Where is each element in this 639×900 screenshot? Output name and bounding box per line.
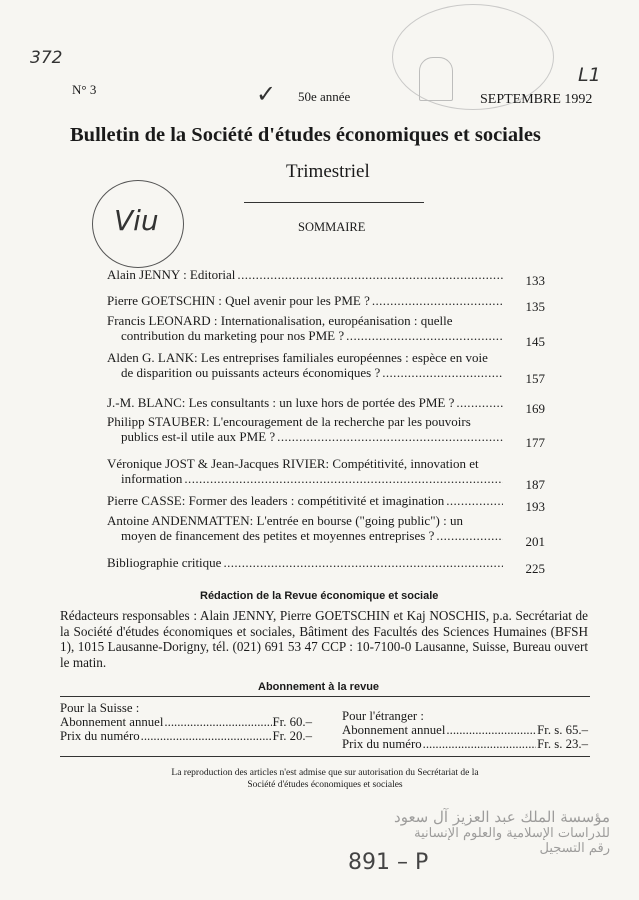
- toc-entry-line: [107, 429, 503, 444]
- arabic-registration-stamp: [270, 808, 610, 892]
- suisse-label: Pour la Suisse :: [60, 701, 140, 715]
- toc-page-number: 193: [525, 499, 545, 514]
- checkmark: ✓: [256, 80, 277, 108]
- toc-page-number: 145: [525, 334, 545, 349]
- toc-entry-text: Bibliographie critique: [107, 555, 222, 570]
- toc-page-number: 187: [525, 477, 545, 492]
- redaction-heading: Rédaction de la Revue économique et sociale: [200, 590, 439, 602]
- toc-entry-line: [107, 328, 503, 343]
- etranger-annuel-label: Abonnement annuel: [342, 723, 446, 737]
- reproduction-note-line1: La reproduction des articles n'est admise que sur autorisation du Secrétariat de la: [171, 768, 479, 778]
- stamp-emblem: [419, 57, 453, 101]
- leader-dots: [382, 365, 503, 380]
- leader-dots: [223, 555, 503, 570]
- toc-entry: [107, 493, 545, 514]
- handwritten-number: 372: [30, 48, 63, 68]
- toc-page-number: 133: [525, 273, 545, 288]
- page-title: Bulletin de la Société d'études économiques et sociales: [70, 124, 541, 146]
- toc-entry-line: [107, 313, 503, 328]
- toc-entry-text: J.-M. BLANC: Les consultants : un luxe hors de portée des PME ?: [107, 395, 455, 410]
- stamp-line1: مؤسسة الملك عبد العزيز آل سعود: [394, 808, 610, 826]
- toc-entry-line: [107, 365, 503, 380]
- toc-entry-text: Pierre CASSE: Former des leaders : compétitivité et imagination: [107, 493, 445, 508]
- toc-entry-text: Pierre GOETSCHIN : Quel avenir pour les PME ?: [107, 293, 370, 308]
- sommaire-heading: SOMMAIRE: [298, 220, 366, 234]
- etranger-annuel-price: Fr. s. 65.–: [537, 723, 588, 737]
- toc-entry: [107, 313, 545, 349]
- leader-dots: [346, 328, 503, 343]
- toc-entry-line: [107, 267, 503, 282]
- toc-entry-text: Francis LEONARD : Internationalisation, européanisation : quelle: [107, 313, 453, 328]
- title-divider: [244, 202, 424, 203]
- reproduction-note: [60, 767, 590, 791]
- leader-dots: [456, 395, 503, 410]
- leader-dots: [436, 528, 503, 543]
- suisse-annuel-label: Abonnement annuel: [60, 715, 164, 729]
- toc-entry-text: information: [121, 471, 183, 486]
- etranger-numero-label: Prix du numéro: [342, 737, 422, 751]
- toc-entry: [107, 456, 545, 492]
- toc-entry-line: [107, 528, 503, 543]
- toc-page-number: 157: [525, 371, 545, 386]
- toc-page-number: 135: [525, 299, 545, 314]
- leader-dots: [446, 723, 536, 737]
- toc-page-number: 169: [525, 401, 545, 416]
- toc-entry-text: Antoine ANDENMATTEN: L'entrée en bourse ("going public") : un: [107, 513, 463, 528]
- etranger-numero-price: Fr. s. 23.–: [537, 737, 588, 751]
- toc-entry: [107, 267, 545, 288]
- toc-entry-line: [107, 471, 503, 486]
- toc-entry-line: [107, 493, 503, 508]
- abonnement-top-rule: [60, 696, 590, 697]
- toc-entry: [107, 293, 545, 314]
- toc-entry-text: Alain JENNY : Editorial: [107, 267, 236, 282]
- toc-entry-text: moyen de financement des petites et moyennes entreprises ?: [121, 528, 435, 543]
- leader-dots: [141, 729, 272, 743]
- leader-dots: [184, 471, 503, 486]
- toc-entry-text: Véronique JOST & Jean-Jacques RIVIER: Compétitivité, innovation et: [107, 456, 479, 471]
- leader-dots: [446, 493, 503, 508]
- toc-entry-line: [107, 293, 503, 308]
- abonnement-heading: Abonnement à la revue: [258, 681, 380, 693]
- etranger-label: Pour l'étranger :: [342, 709, 424, 723]
- toc-entry: [107, 395, 545, 416]
- suisse-annuel-price: Fr. 60.–: [272, 715, 312, 729]
- leader-dots: [372, 293, 503, 308]
- toc-entry-line: [107, 350, 503, 365]
- toc-entry: [107, 555, 545, 576]
- toc-entry-line: [107, 395, 503, 410]
- issue-number: N° 3: [72, 82, 97, 97]
- page-subtitle: Trimestriel: [286, 161, 370, 182]
- toc-entry-line: [107, 414, 503, 429]
- toc-page-number: 225: [525, 561, 545, 576]
- handwritten-initials: Viu: [114, 204, 159, 237]
- subscription-etranger: [342, 709, 588, 751]
- toc-entry: [107, 513, 545, 549]
- reproduction-note-line2: Société d'études économiques et sociales: [247, 780, 403, 790]
- toc-entry: [107, 350, 545, 386]
- toc-entry-line: [107, 555, 503, 570]
- toc-entry: [107, 414, 545, 450]
- toc-entry-line: [107, 513, 503, 528]
- redaction-text: Rédacteurs responsables : Alain JENNY, Pierre GOETSCHIN et Kaj NOSCHIS, p.a. Secrétariat de la Société d'études économiques et sociales, Bâtiment des Facultés des Sciences Humaines (BFSH 1), 1015 Lausanne-Dorigny, tél. (021) 691 53 47 CCP : 10-7100-0 Lausanne, Suisse, Bureau ouvert le matin.: [60, 608, 588, 670]
- volume-year: 50e année: [298, 89, 351, 104]
- toc-entry-text: publics est-il utile aux PME ?: [121, 429, 276, 444]
- issue-date: SEPTEMBRE 1992: [480, 92, 593, 107]
- handwritten-code: L1: [578, 64, 601, 86]
- leader-dots: [277, 429, 503, 444]
- leader-dots: [164, 715, 271, 729]
- toc-entry-text: Alden G. LANK: Les entreprises familiales européennes : espèce en voie: [107, 350, 488, 365]
- toc-page-number: 177: [525, 435, 545, 450]
- abonnement-bottom-rule: [60, 756, 590, 757]
- registration-number: 891 – P: [348, 850, 429, 875]
- leader-dots: [237, 267, 503, 282]
- toc-page-number: 201: [525, 534, 545, 549]
- toc-entry-text: Philipp STAUBER: L'encouragement de la recherche par les pouvoirs: [107, 414, 471, 429]
- stamp-line3: رقم التسجيل: [539, 841, 610, 856]
- toc-entry-line: [107, 456, 503, 471]
- leader-dots: [423, 737, 537, 751]
- toc-entry-text: contribution du marketing pour nos PME ?: [121, 328, 345, 343]
- stamp-line2: للدراسات الإسلامية والعلوم الإنسانية: [414, 826, 610, 841]
- subscription-suisse: [60, 701, 312, 743]
- suisse-numero-label: Prix du numéro: [60, 729, 140, 743]
- toc-entry-text: de disparition ou puissants acteurs économiques ?: [121, 365, 381, 380]
- suisse-numero-price: Fr. 20.–: [272, 729, 312, 743]
